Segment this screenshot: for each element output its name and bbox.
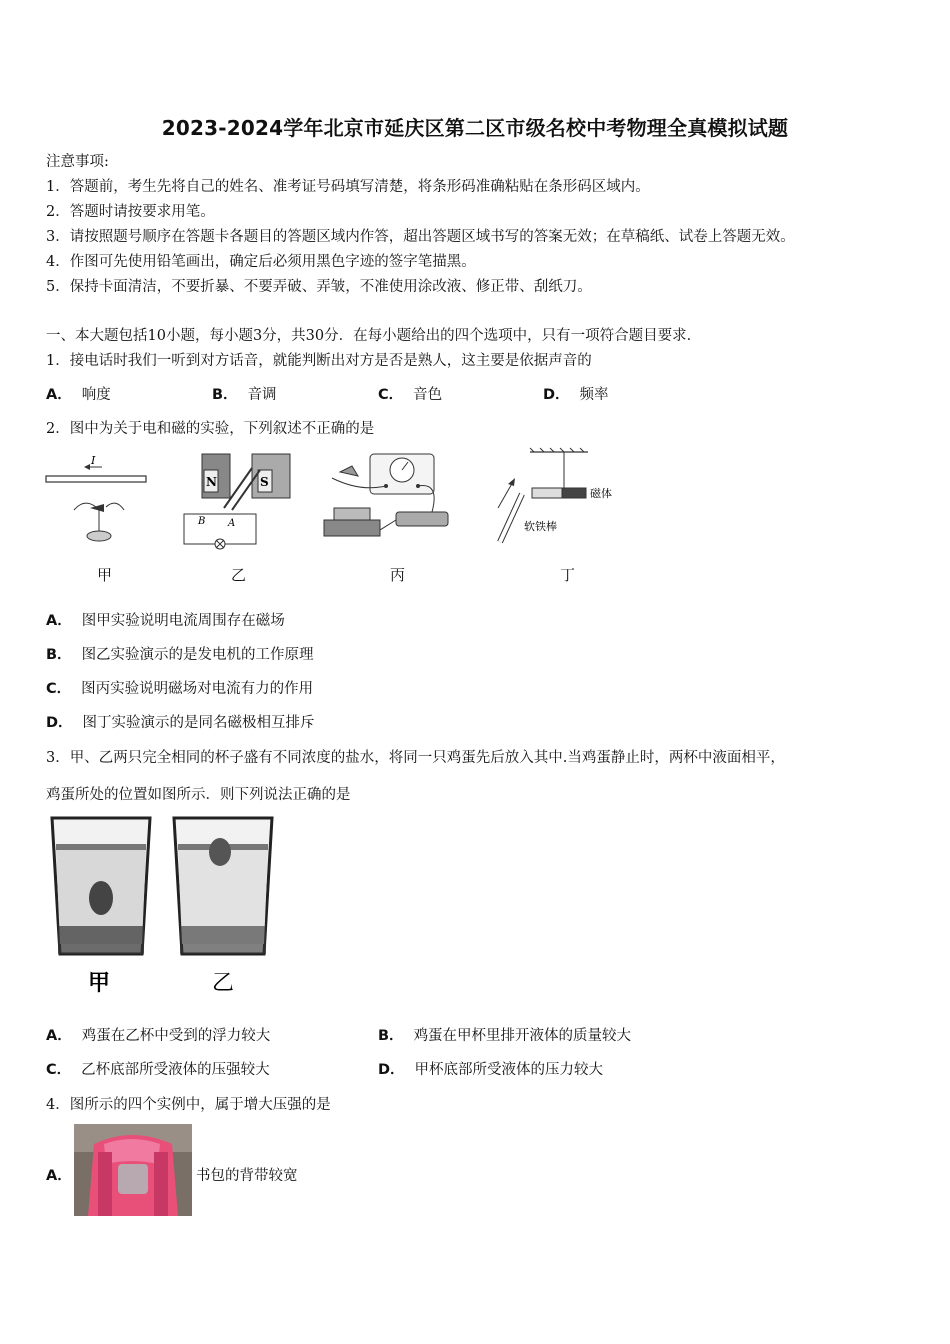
svg-text:S: S: [260, 475, 269, 489]
notice-item: 1．答题前，考生先将自己的姓名、准考证号码填写清楚，将条形码准确粘贴在条形码区域内。: [46, 179, 650, 195]
backpack-photo: [74, 1124, 192, 1216]
q4-option-a-text: 书包的背带较宽: [196, 1168, 298, 1184]
exam-title: 2023-2024学年北京市延庆区第二区市级名校中考物理全真模拟试题: [161, 116, 789, 140]
cup-label-yi: 乙: [212, 971, 235, 996]
notice-heading: 注意事项:: [46, 154, 109, 170]
cup-label-jia: 甲: [88, 970, 111, 996]
current-label: I: [91, 454, 96, 467]
q1-option-a: A． 响度: [46, 387, 111, 403]
question-2-stem: 2．图中为关于电和磁的实验，下列叙述不正确的是: [46, 421, 375, 437]
notice-item: 4．作图可先使用铅笔画出，确定后必须用黑色字迹的签字笔描黑。: [46, 254, 476, 270]
svg-text:B: B: [198, 516, 206, 527]
figure-yi-magnet-rails: [180, 448, 300, 554]
question-1-stem: 1．接电话时我们一听到对方话音，就能判断出对方是否是熟人，这主要是依据声音的: [46, 353, 592, 369]
figure-ding-magnet-rod: [492, 446, 632, 554]
q3-option-c: C． 乙杯底部所受液体的压强较大: [46, 1062, 270, 1078]
notice-item: 2．答题时请按要求用笔。: [46, 204, 215, 220]
svg-text:A: A: [228, 518, 236, 529]
svg-text:磁体: 磁体: [590, 487, 612, 500]
figure-label-jia: 甲: [97, 566, 113, 584]
question-3-stem-cont: 鸡蛋所处的位置如图所示．则下列说法正确的是: [46, 787, 351, 803]
figure-label-ding: 丁: [560, 566, 576, 584]
notice-item: 3．请按照题号顺序在答题卡各题目的答题区域内作答，超出答题区域书写的答案无效；在草稿纸、试卷上答题无效。: [46, 229, 795, 245]
backpack-strap-right: [154, 1152, 168, 1216]
q4-option-a-letter: A．: [46, 1168, 72, 1184]
section-heading: 一、本大题包括10小题，每小题3分，共30分．在每小题给出的四个选项中，只有一项符合题目要求．: [46, 328, 702, 344]
egg-sunk: [89, 881, 113, 915]
q3-option-d: D． 甲杯底部所受液体的压力较大: [378, 1062, 604, 1078]
figure-label-yi: 乙: [231, 566, 247, 584]
backpack-strap-left: [98, 1152, 112, 1216]
q2-option-d: D． 图丁实验演示的是同名磁极相互排斥: [46, 715, 315, 731]
q3-option-b: B． 鸡蛋在甲杯里排开液体的质量较大: [378, 1028, 632, 1044]
figure-jia-wire-compass: [44, 450, 154, 550]
q1-option-c: C． 音色: [378, 387, 443, 403]
question-4-stem: 4．图所示的四个实例中，属于增大压强的是: [46, 1097, 331, 1113]
figure-cups-eggs: [46, 814, 278, 998]
egg-floating: [209, 838, 231, 866]
svg-text:N: N: [206, 475, 217, 489]
q1-option-b: B． 音调: [212, 387, 277, 403]
q2-option-a: A． 图甲实验说明电流周围存在磁场: [46, 613, 285, 629]
svg-text:软铁棒: 软铁棒: [524, 520, 557, 533]
figure-label-bing: 丙: [390, 566, 406, 584]
notice-item: 5．保持卡面清洁，不要折暴、不要弄破、弄皱，不准使用涂改液、修正带、刮纸刀。: [46, 279, 592, 295]
q2-option-b: B． 图乙实验演示的是发电机的工作原理: [46, 647, 314, 663]
compass-needle: [90, 504, 104, 512]
figure-bing-ammeter: [320, 448, 460, 548]
q3-option-a: A． 鸡蛋在乙杯中受到的浮力较大: [46, 1028, 271, 1044]
question-3-stem: 3．甲、乙两只完全相同的杯子盛有不同浓度的盐水，将同一只鸡蛋先后放入其中.当鸡蛋静止时，两杯中液面相平，: [46, 750, 785, 766]
q2-option-c: C． 图丙实验说明磁场对电流有力的作用: [46, 681, 314, 697]
q1-option-d: D． 频率: [543, 387, 609, 403]
